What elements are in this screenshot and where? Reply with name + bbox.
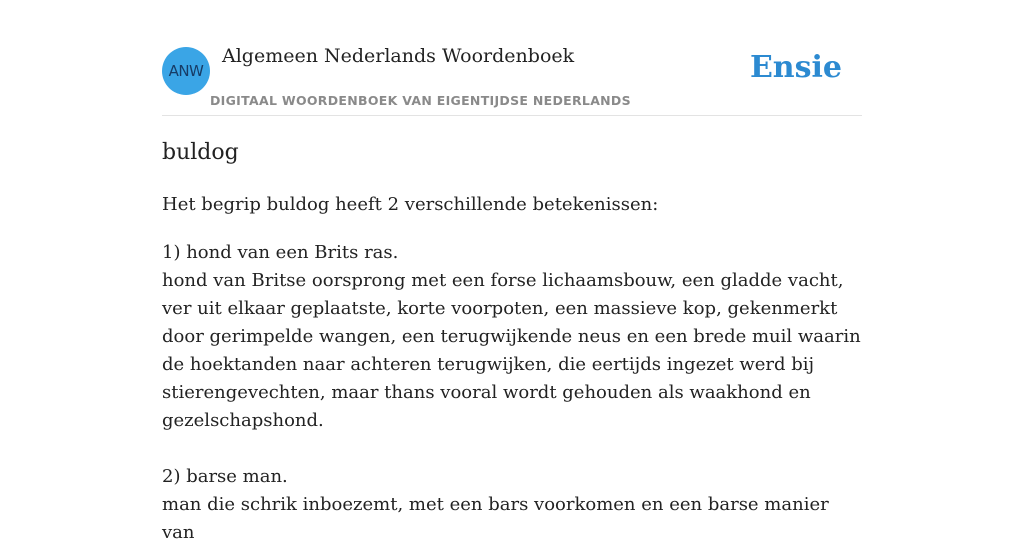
sense-2 bbox=[162, 463, 862, 547]
content-container bbox=[162, 0, 862, 543]
entry-senses bbox=[162, 239, 862, 547]
site-title[interactable]: Algemeen Nederlands Woordenboek bbox=[222, 45, 575, 67]
entry-headword: buldog bbox=[162, 140, 239, 165]
site-subtitle: DIGITAAL WOORDENBOEK VAN EIGENTIJDSE NEDERLANDS bbox=[210, 93, 631, 108]
sense-definition: man die schrik inboezemt, met een bars voorkomen en een barse manier van bbox=[162, 494, 829, 543]
sense-heading: 2) barse man. bbox=[162, 466, 288, 487]
sense-heading: 1) hond van een Brits ras. bbox=[162, 242, 399, 263]
site-header bbox=[162, 0, 862, 116]
ensie-brand-logo[interactable]: Ensie bbox=[749, 50, 842, 85]
sense-definition: hond van Britse oorsprong met een forse lichaamsbouw, een gladde vacht, ver uit elkaar geplaatste, korte voorpoten, een massieve kop, gekenmerkt door gerimpelde wangen, een terugwijkende neus en een brede muil waarin de hoektanden naar achteren terugwijken, die eertijds ingezet werd bij stierengevechten, maar thans vooral wordt gehouden als waakhond en gezelschapshond. bbox=[162, 270, 861, 431]
sense-1 bbox=[162, 239, 862, 435]
anw-logo[interactable]: ANW bbox=[162, 47, 210, 95]
entry-intro: Het begrip buldog heeft 2 verschillende betekenissen: bbox=[162, 194, 659, 215]
